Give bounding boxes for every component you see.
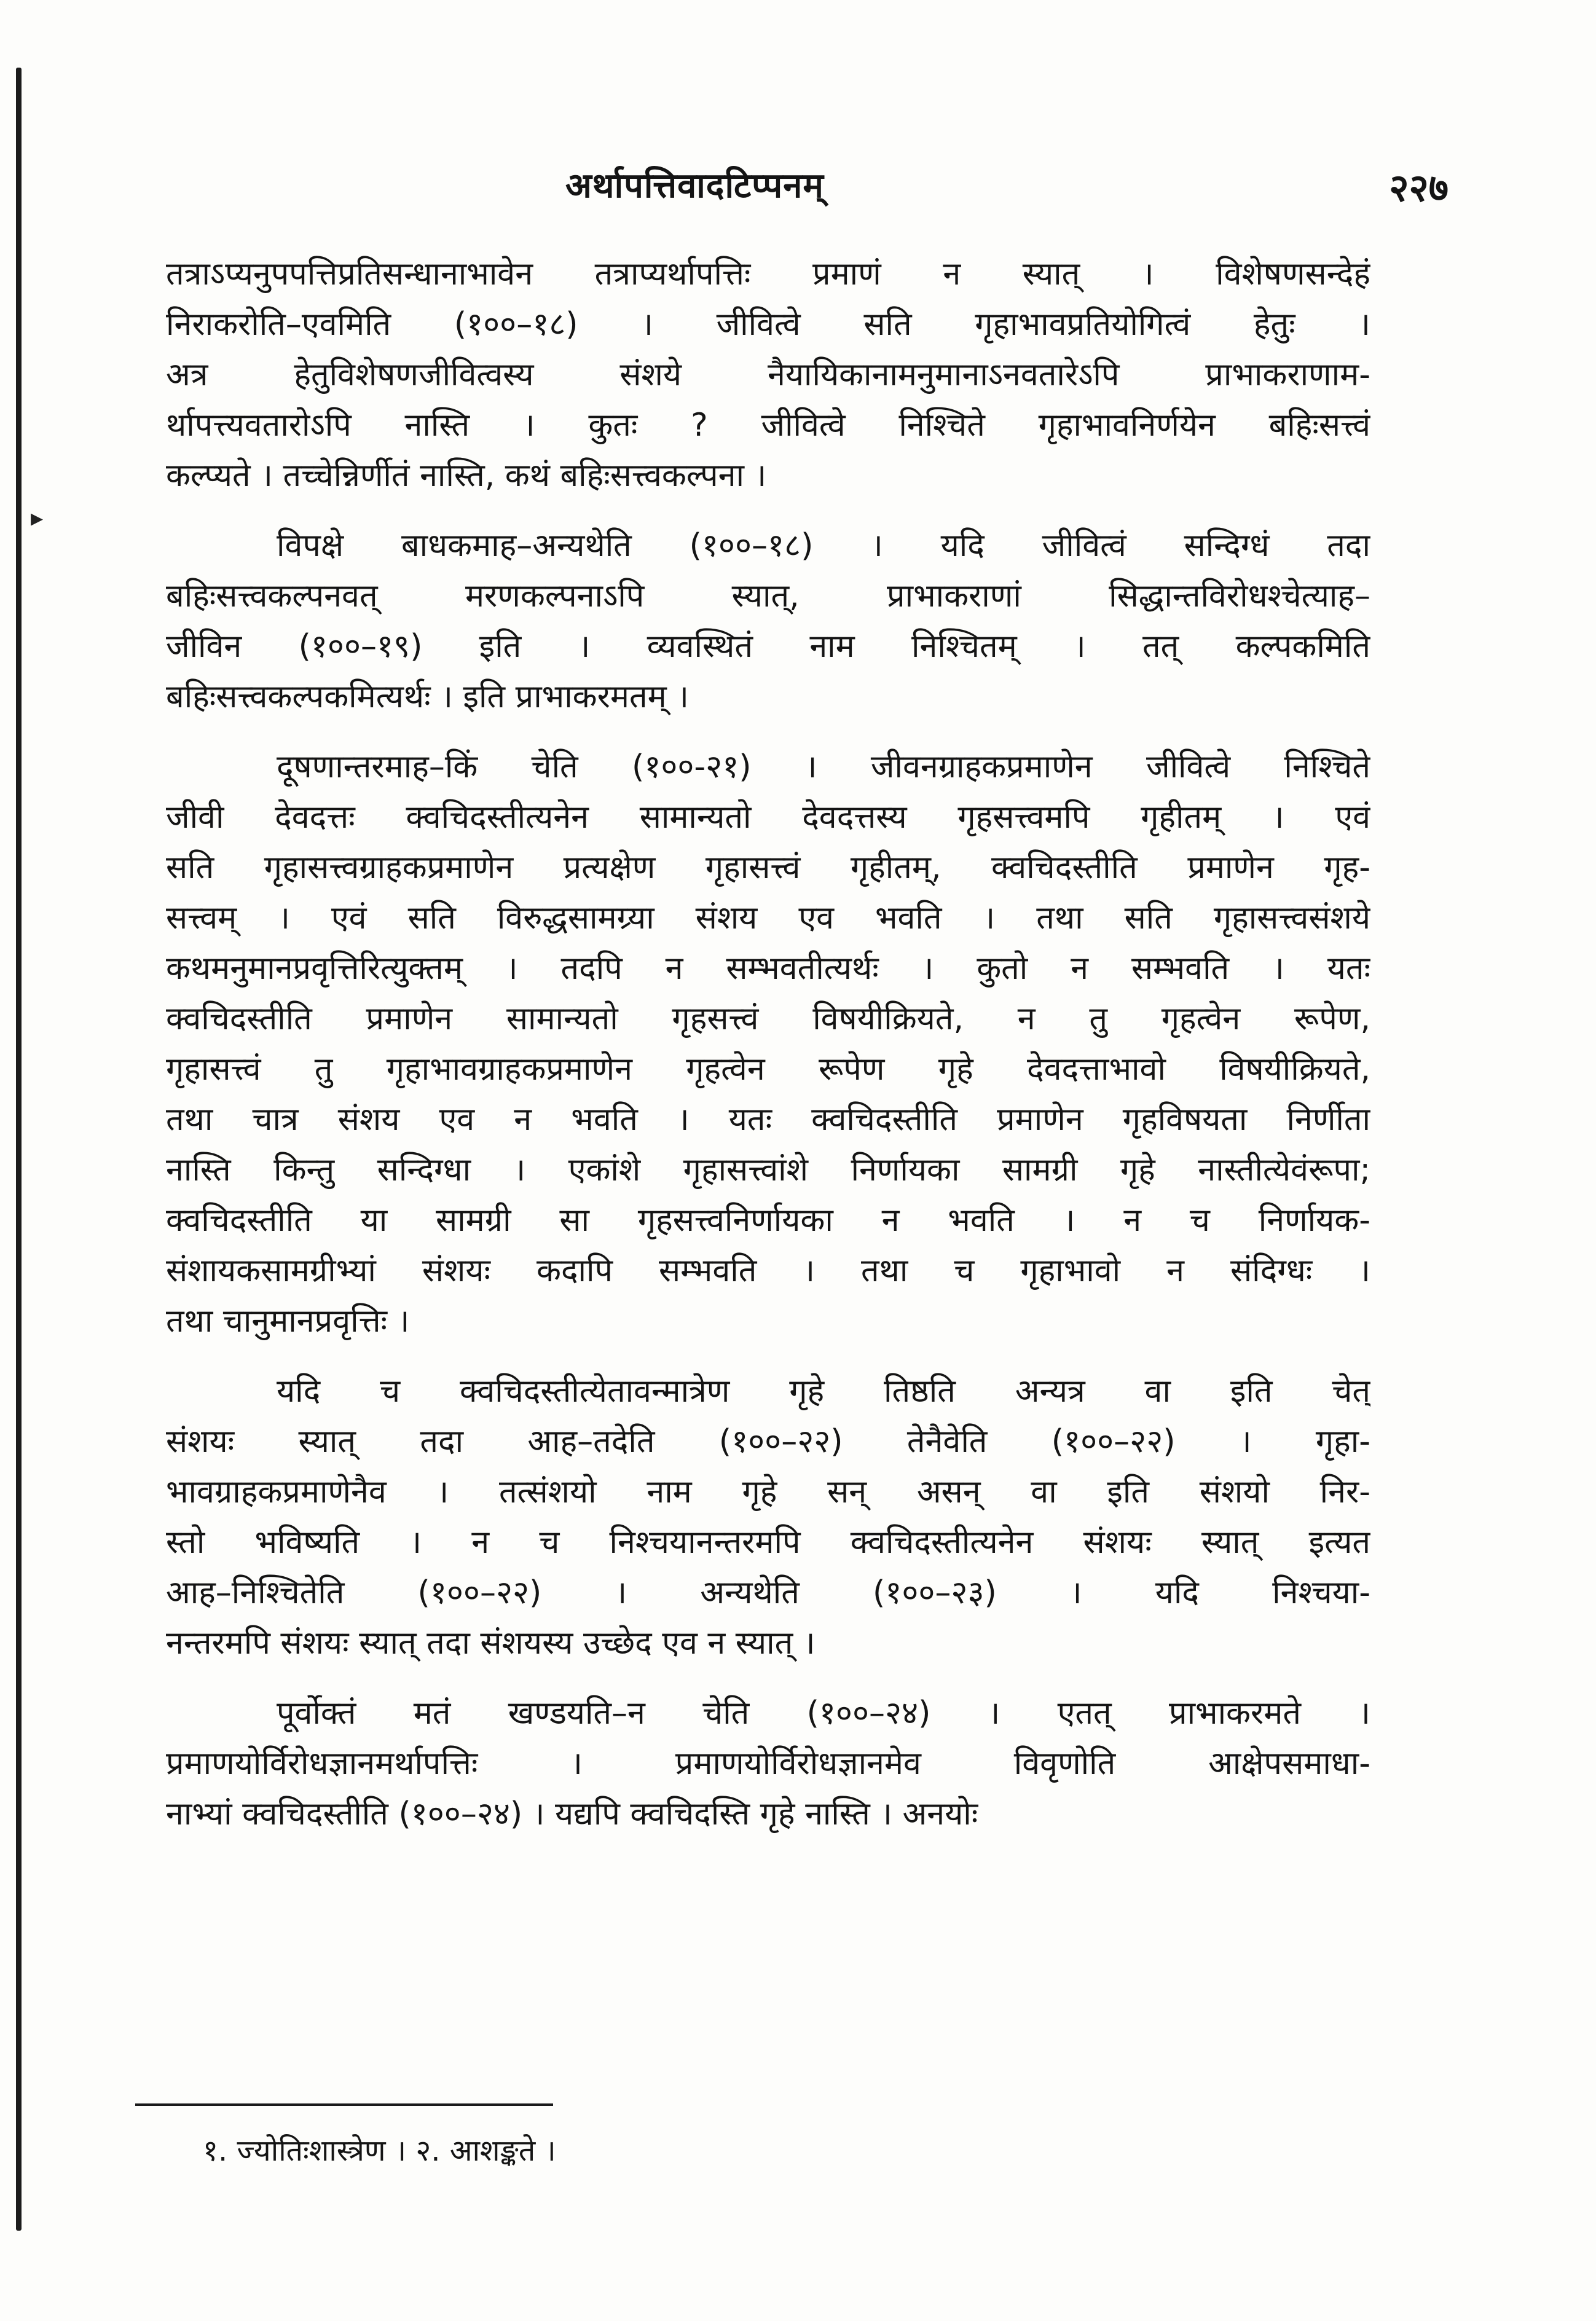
text-line: क्वचिदस्तीति या सामग्री सा गृहसत्त्वनिर्णायका न भवति । न च निर्णायक- [166,1202,1370,1239]
paragraph [166,1688,1370,1839]
text-line: कल्प्यते । तच्चेन्निर्णीतं नास्ति, कथं बहिःसत्त्वकल्पना । [166,457,767,494]
margin-arrow-mark: ▸ [31,504,44,532]
text-line: स्तो भविष्यति । न च निश्चयानन्तरमपि क्वचिदस्तीत्यनेन संशयः स्यात् इत्यत [166,1524,1370,1561]
text-line: नास्ति किन्तु सन्दिग्धा । एकांशे गृहासत्त्वांशे निर्णायका सामग्री गृहे नास्तीत्येवंरूपा; [166,1152,1370,1188]
running-head [154,161,1449,216]
text-line: नन्तरमपि संशयः स्यात् तदा संशयस्य उच्छेद एव न स्यात् । [166,1625,816,1662]
paragraph-gap [166,1668,1370,1688]
text-line: आह–निश्चितेति (१००–२२) । अन्यथेति (१००–२३) । यदि निश्चया- [166,1574,1370,1611]
page-number: २२७ [1389,165,1449,210]
book-spine-edge [16,68,22,2231]
text-line: तथा चात्र संशय एव न भवति । यतः क्वचिदस्तीति प्रमाणेन गृहविषयता निर्णीता [166,1101,1370,1138]
text-line: दूषणान्तरमाह–किं चेति (१००-२१) । जीवनग्राहकप्रमाणेन जीवित्वे निश्चिते [277,748,1370,785]
text-line: बहिःसत्त्वकल्पनवत् मरणकल्पनाऽपि स्यात्, प्राभाकराणां सिद्धान्तविरोधश्चेत्याह– [166,578,1370,615]
paragraph [166,249,1370,501]
running-title: अर्थापत्तिवादटिप्पनम् [565,166,824,206]
text-line: र्थापत्त्यवतारोऽपि नास्ति । कुतः ? जीवित्वे निश्चिते गृहाभावनिर्णयेन बहिःसत्त्वं [166,407,1370,444]
paragraph [166,742,1370,1346]
text-line: विपक्षे बाधकमाह–अन्यथेति (१००–१८) । यदि जीवित्वं सन्दिग्धं तदा [277,527,1370,564]
text-line: प्रमाणयोर्विरोधज्ञानमर्थापत्तिः । प्रमाणयोर्विरोधज्ञानमेव विवृणोति आक्षेपसमाधा- [166,1745,1370,1782]
text-line: क्वचिदस्तीति प्रमाणेन सामान्यतो गृहसत्त्वं विषयीक्रियते, न तु गृहत्वेन रूपेण, [166,1000,1370,1037]
text-line: निराकरोति–एवमिति (१००–१८) । जीवित्वे सति गृहाभावप्रतियोगित्वं हेतुः । [166,306,1370,343]
text-line: तत्राऽप्यनुपपत्तिप्रतिसन्धानाभावेन तत्राप्यर्थापत्तिः प्रमाणं न स्यात् । विशेषणसन्देहं [166,256,1370,293]
text-line: बहिःसत्त्वकल्पकमित्यर्थः । इति प्राभाकरमतम् । [166,678,689,715]
body-text [166,249,1370,1839]
paragraph [166,520,1370,722]
text-line: अत्र हेतुविशेषणजीवित्वस्य संशये नैयायिकानामनुमानाऽनवतारेऽपि प्राभाकराणाम- [166,356,1370,393]
footnote: १. ज्योतिःशास्त्रेण । २. आशङ्कते । [203,2134,556,2168]
paragraph-gap [166,722,1370,742]
text-line: गृहासत्त्वं तु गृहाभावग्राहकप्रमाणेन गृहत्वेन रूपेण गृहे देवदत्ताभावो विषयीक्रियते, [166,1051,1370,1088]
footnote-rule [135,2103,553,2106]
text-line: कथमनुमानप्रवृत्तिरित्युक्तम् । तदपि न सम्भवतीत्यर्थः । कुतो न सम्भवति । यतः [166,950,1370,987]
text-line: पूर्वोक्तं मतं खण्डयति–न चेति (१००–२४) । एतत् प्राभाकरमते । [277,1695,1370,1732]
text-line: यदि च क्वचिदस्तीत्येतावन्मात्रेण गृहे तिष्ठति अन्यत्र वा इति चेत् [277,1373,1370,1410]
text-line: सत्त्वम् । एवं सति विरुद्धसामग्र्या संशय एव भवति । तथा सति गृहासत्त्वसंशये [166,900,1370,937]
text-line: नाभ्यां क्वचिदस्तीति (१००–२४) । यद्यपि क्वचिदस्ति गृहे नास्ति । अनयोः [166,1796,978,1832]
text-line: संशायकसामग्रीभ्यां संशयः कदापि सम्भवति । तथा च गृहाभावो न संदिग्धः । [166,1252,1370,1289]
paragraph-gap [166,1346,1370,1366]
paragraph [166,1366,1370,1668]
text-line: जीवी देवदत्तः क्वचिदस्तीत्यनेन सामान्यतो देवदत्तस्य गृहसत्त्वमपि गृहीतम् । एवं [166,799,1370,836]
text-line: जीविन (१००–१९) इति । व्यवस्थितं नाम निश्चितम् । तत् कल्पकमिति [166,628,1370,665]
text-line: तथा चानुमानप्रवृत्तिः । [166,1303,410,1340]
paragraph-gap [166,501,1370,520]
text-line: सति गृहासत्त्वग्राहकप्रमाणेन प्रत्यक्षेण गृहासत्त्वं गृहीतम्, क्वचिदस्तीति प्रमाणेन गृह- [166,849,1370,886]
text-line: भावग्राहकप्रमाणेनैव । तत्संशयो नाम गृहे सन् असन् वा इति संशयो निर- [166,1474,1370,1510]
text-line: संशयः स्यात् तदा आह–तदेति (१००–२२) तेनैवेति (१००–२२) । गृहा- [166,1423,1370,1460]
